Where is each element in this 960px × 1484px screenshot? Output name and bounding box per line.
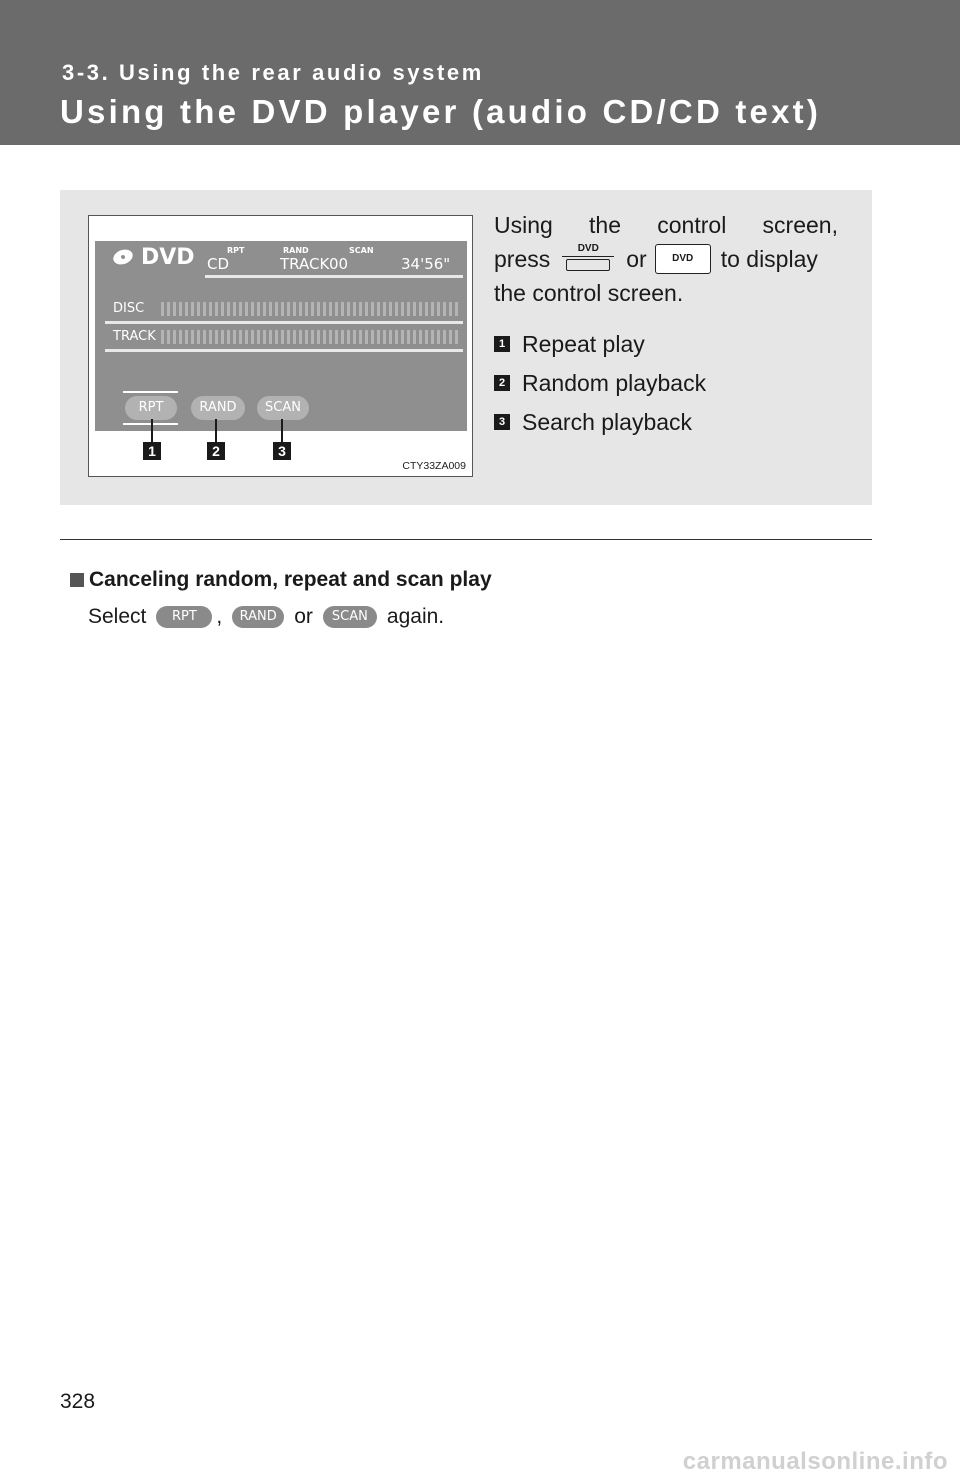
square-bullet-icon [70,573,84,587]
legend-item [494,324,838,363]
instruction-line-2 [494,242,838,276]
disc-text-pattern [161,302,461,316]
word: the [589,212,622,238]
illustration-panel [60,190,872,505]
legend-label: Random playback [522,369,707,396]
screen-mode: CD [207,255,230,273]
screen-row-disc: DISC [113,301,145,316]
legend-label: Repeat play [522,330,645,357]
note-heading-text: Canceling random, repeat and scan play [89,568,492,591]
callout-line [281,419,283,443]
divider [562,256,614,257]
instruction-text [494,208,838,441]
callout-line [151,419,153,443]
section-label: 3-3. Using the rear audio system [62,60,484,85]
screen-rand-button[interactable]: RAND [191,396,245,420]
track-text-pattern [161,330,461,344]
callout-number-3: 3 [273,442,291,460]
dvd-button-icon [558,243,618,275]
press-text: press [494,246,551,272]
screen-indicator-rpt: RPT [227,246,245,255]
dvd-screen-button-icon: DVD [655,244,711,274]
instruction-line-1 [494,208,838,242]
legend-number: 3 [494,414,510,430]
callout-line [215,419,217,443]
legend-label: Search playback [522,408,693,435]
rpt-active-bar [123,391,178,393]
dvd-control-screen [95,241,467,431]
screen-track-value: 00 [329,255,349,273]
word: screen, [762,212,838,238]
screen-divider [105,321,463,324]
word: control [657,212,727,238]
again-text: again. [386,605,445,628]
dvd-button-icon-label: DVD [577,243,599,254]
to-display-text: to display [720,246,818,272]
note-body [88,605,444,629]
legend-item [494,363,838,402]
page-header [0,0,960,145]
watermark: carmanualsonline.info [682,1448,948,1475]
legend-number: 1 [494,336,510,352]
figure-code: CTY33ZA009 [402,460,466,472]
screen-time: 34'56" [401,255,451,273]
rand-button[interactable]: RAND [232,606,284,628]
scan-button[interactable]: SCAN [323,606,377,628]
screen-indicator-scan: SCAN [349,246,374,255]
or-text: or [294,605,313,628]
page-title: Using the DVD player (audio CD/CD text) [60,93,822,130]
legend-item [494,402,838,441]
section-divider [60,539,872,540]
page-number: 328 [60,1390,96,1413]
word: Using [494,212,553,238]
comma-text: , [216,605,223,628]
screen-rpt-button[interactable]: RPT [125,396,177,420]
screen-track-label: TRACK [280,255,330,273]
disc-icon [111,247,135,267]
legend-list [494,324,838,441]
screen-divider [205,275,463,278]
select-text: Select [88,605,147,628]
note-heading [70,568,492,592]
screen-scan-button[interactable]: SCAN [257,396,309,420]
screen-row-track: TRACK [113,329,156,344]
or-text: or [626,246,647,272]
screen-dvd-logo: DVD [141,245,195,270]
rpt-button[interactable]: RPT [156,606,212,628]
button-shape [566,259,610,271]
figure-frame [88,215,473,477]
legend-number: 2 [494,375,510,391]
screen-divider [105,349,463,352]
callout-number-2: 2 [207,442,225,460]
screen-indicator-rand: RAND [283,246,309,255]
callout-number-1: 1 [143,442,161,460]
instruction-line-3: the control screen. [494,280,684,306]
